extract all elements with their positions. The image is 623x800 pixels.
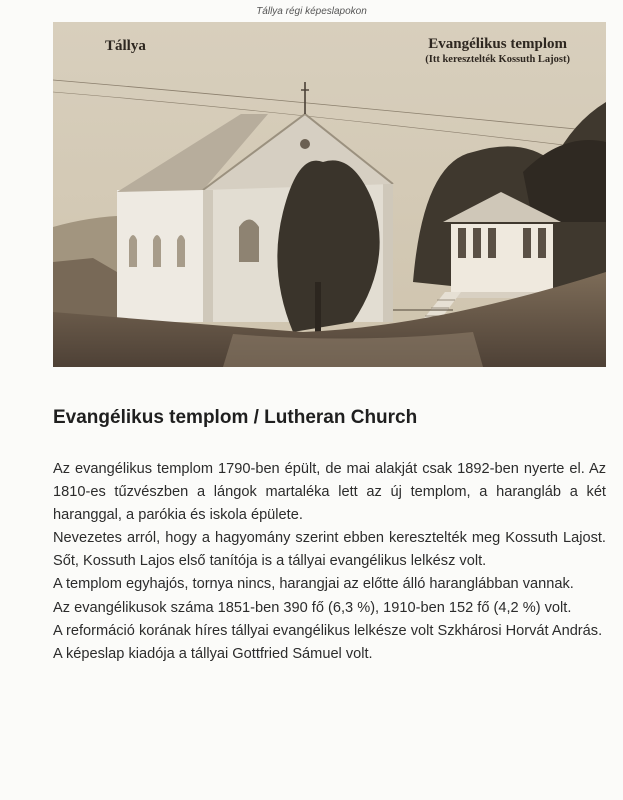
- postcard-photo: [53, 22, 606, 367]
- section-heading: Evangélikus templom / Lutheran Church: [53, 407, 418, 428]
- church-photo-illustration: [53, 22, 606, 367]
- paragraph: Az evangélikusok száma 1851-ben 390 fő (6,3 %), 1910-ben 152 fő (4,2 %) volt.: [53, 599, 572, 616]
- running-head: Tállya régi képeslapokon: [256, 6, 367, 17]
- postcard-title-caption: [425, 36, 570, 65]
- postcard-subtitle: (Itt keresztelték Kossuth Lajost): [425, 54, 570, 65]
- paragraph: A képeslap kiadója a tállyai Gottfried Sámuel volt.: [53, 645, 373, 662]
- paragraph: A templom egyhajós, tornya nincs, harangjai az előtte álló haranglábban vannak.: [53, 576, 574, 593]
- body-text: [53, 458, 606, 666]
- postcard-title: Evangélikus templom: [428, 36, 567, 52]
- postcard-town-caption: Tállya: [105, 38, 146, 54]
- paragraph: Az evangélikus templom 1790-ben épült, de mai alakját csak 1892-ben nyerte el. Az 1810-es tűzvészben a lángok martaléka lett az új templom, a harangláb a két haranggal, a parókia és iskola épülete.: [53, 461, 606, 524]
- paragraph: Nevezetes arról, hogy a hagyomány szerint ebben keresztelték meg Kossuth Lajost. Sőt, Kossuth Lajos első tanítója is a tállyai evangélikus lelkész volt.: [53, 530, 606, 570]
- paragraph: A reformáció korának híres tállyai evangélikus lelkésze volt Szkhárosi Horvát András.: [53, 622, 603, 639]
